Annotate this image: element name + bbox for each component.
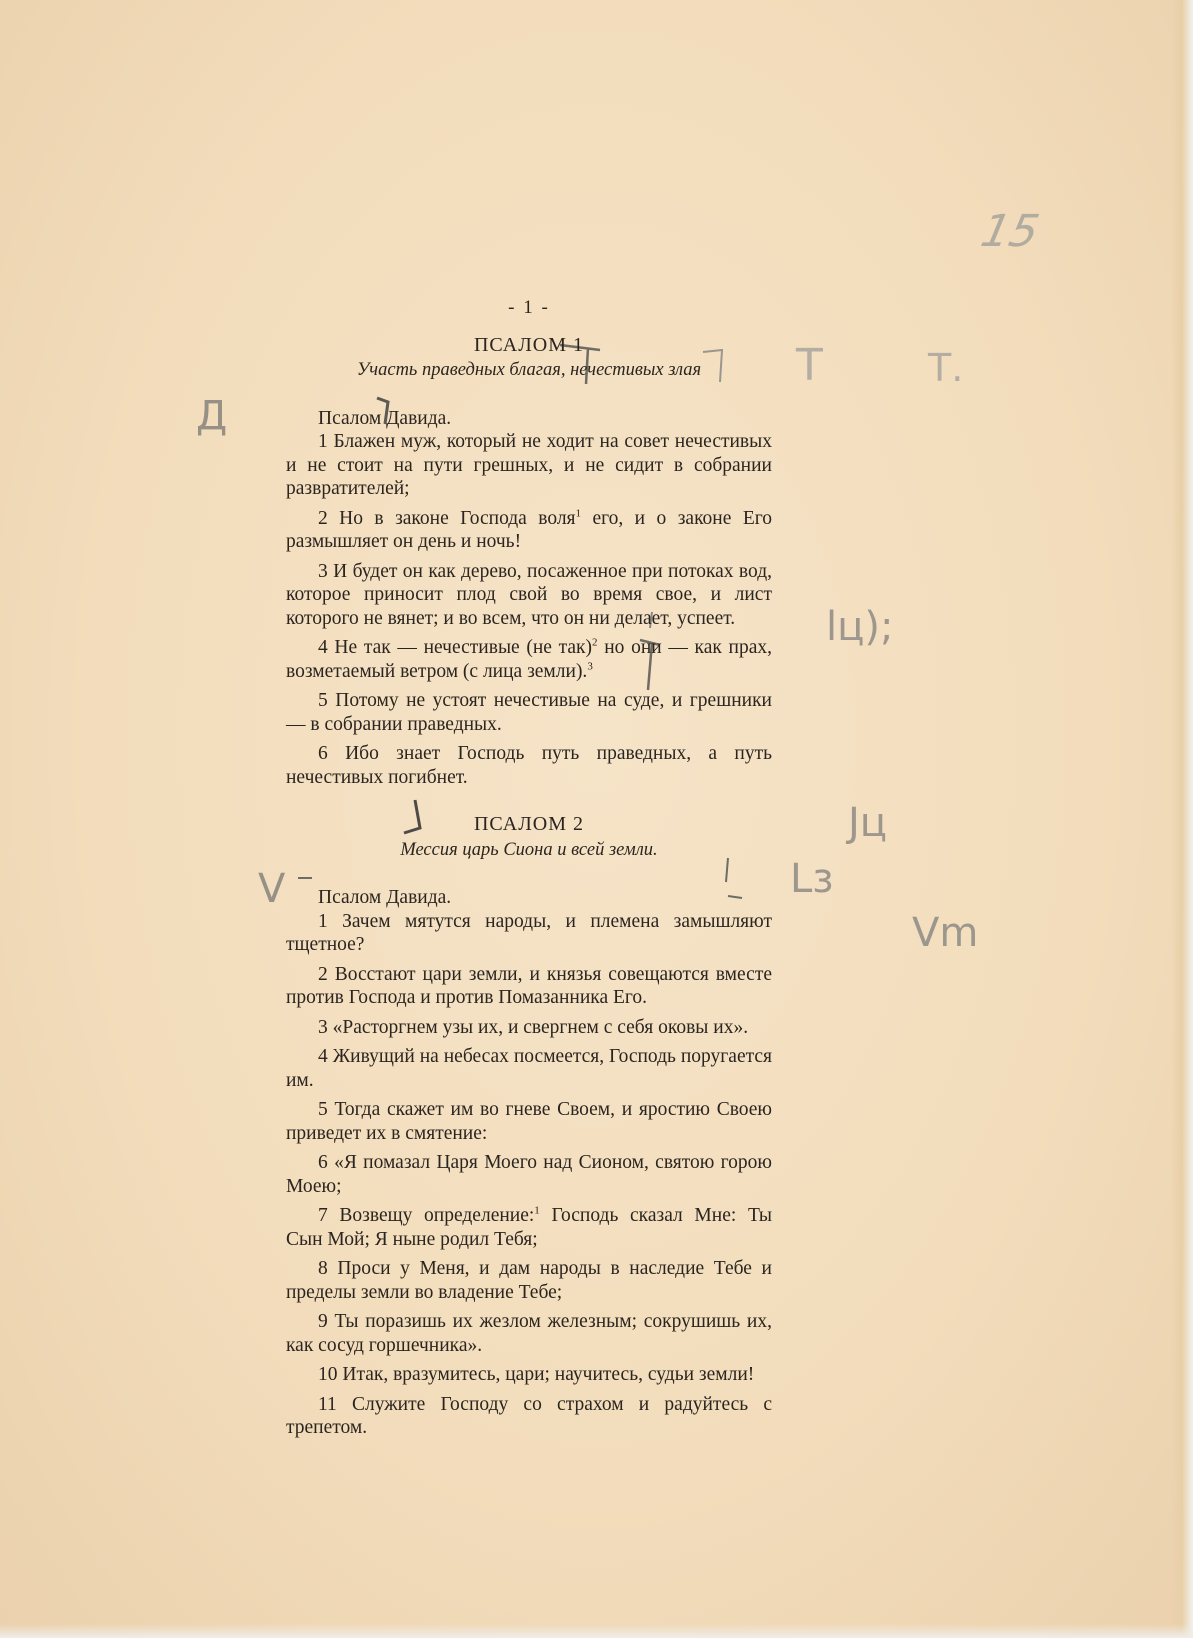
margin-annotation-right-3: lц); bbox=[826, 604, 894, 650]
margin-annotation-right-6: Vm bbox=[912, 910, 979, 956]
verse: 7 Возвещу определение:$^1$ Господь сказал Мне: Ты Сын Мой; Я ныне родил Тебя; bbox=[286, 1204, 772, 1250]
verse: 5 Тогда скажет им во гневе Своем, и яростию Своею приведет их в смятение: bbox=[286, 1099, 772, 1144]
verse: 3 «Расторгнем узы их, и свергнем с себя оковы их». bbox=[318, 1016, 749, 1038]
verse-list bbox=[286, 430, 772, 789]
verse: 10 Итак, вразумитесь, цари; научитесь, судьи земли! bbox=[318, 1364, 755, 1385]
psalm-intro: Псалом Давида. bbox=[318, 407, 452, 429]
psalm-intro: Псалом Давида. bbox=[318, 887, 452, 908]
margin-annotation-right-4: Jц bbox=[848, 800, 888, 846]
margin-annotation-right-5: Lз bbox=[790, 856, 834, 902]
psalm-1 bbox=[286, 334, 772, 790]
verse: 1 Зачем мятутся народы, и племена замышляют тщетное? bbox=[286, 910, 772, 955]
document-body bbox=[286, 296, 772, 1446]
psalm-title: ПСАЛОМ 2 bbox=[473, 813, 585, 835]
psalm-subtitle: Участь праведных благая, нечестивых злая bbox=[356, 360, 702, 380]
verse: 6 «Я помазал Царя Моего над Сионом, святою горою Моею; bbox=[286, 1152, 772, 1197]
verse: 8 Проси у Меня, и дам народы в наследие Тебе и пределы земли во владение Тебе; bbox=[286, 1258, 772, 1303]
verse: 4 Живущий на небесах посмеется, Господь поругается им. bbox=[286, 1046, 772, 1091]
psalm-subtitle: Мессия царь Сиона и всей земли. bbox=[400, 839, 658, 860]
psalm-title: ПСАЛОМ 1 bbox=[473, 333, 585, 356]
verse: 2 Восстают цари земли, и князья совещаются вместе против Господа и против Помазанника Его. bbox=[286, 963, 772, 1008]
margin-annotation-right-1: Т bbox=[796, 340, 823, 391]
psalm-2 bbox=[286, 813, 772, 1440]
verse-list bbox=[286, 910, 772, 1440]
verse: 5 Потому не устоят нечестивые на суде, и грешники — в собрании праведных. bbox=[286, 690, 772, 735]
verse: 3 И будет он как дерево, посаженное при потоках вод, которое приносит плод свой во время свое, и лист которого не вянет; и во всем, что он ни делает, успеет. bbox=[286, 560, 772, 629]
verse: 4 Не так — нечестивые (не так)$^2$ но они — как прах, возметаемый ветром (с лица земли).$^3$ bbox=[286, 636, 772, 682]
page-number: - 1 - bbox=[508, 297, 550, 318]
verse: 11 Служите Господу со страхом и радуйтесь с трепетом. bbox=[286, 1393, 772, 1438]
margin-annotation-left-2: V bbox=[258, 866, 286, 912]
margin-annotation-right-2: Т. bbox=[928, 346, 964, 390]
verse: 1 Блажен муж, который не ходит на совет нечестивых и не стоит на пути грешных, и не сидит в собрании развратителей; bbox=[286, 431, 772, 499]
verse: 2 Но в законе Господа воля$^1$ его, и о законе Его размышляет он день и ночь! bbox=[286, 507, 772, 552]
verse: 9 Ты поразишь их жезлом железным; сокрушишь их, как сосуд горшечника». bbox=[286, 1311, 772, 1356]
margin-annotation-left: Д bbox=[196, 393, 228, 439]
verse: 6 Ибо знает Господь путь праведных, а путь нечестивых погибнет. bbox=[286, 743, 772, 788]
corner-annotation: 15 bbox=[976, 206, 1044, 257]
